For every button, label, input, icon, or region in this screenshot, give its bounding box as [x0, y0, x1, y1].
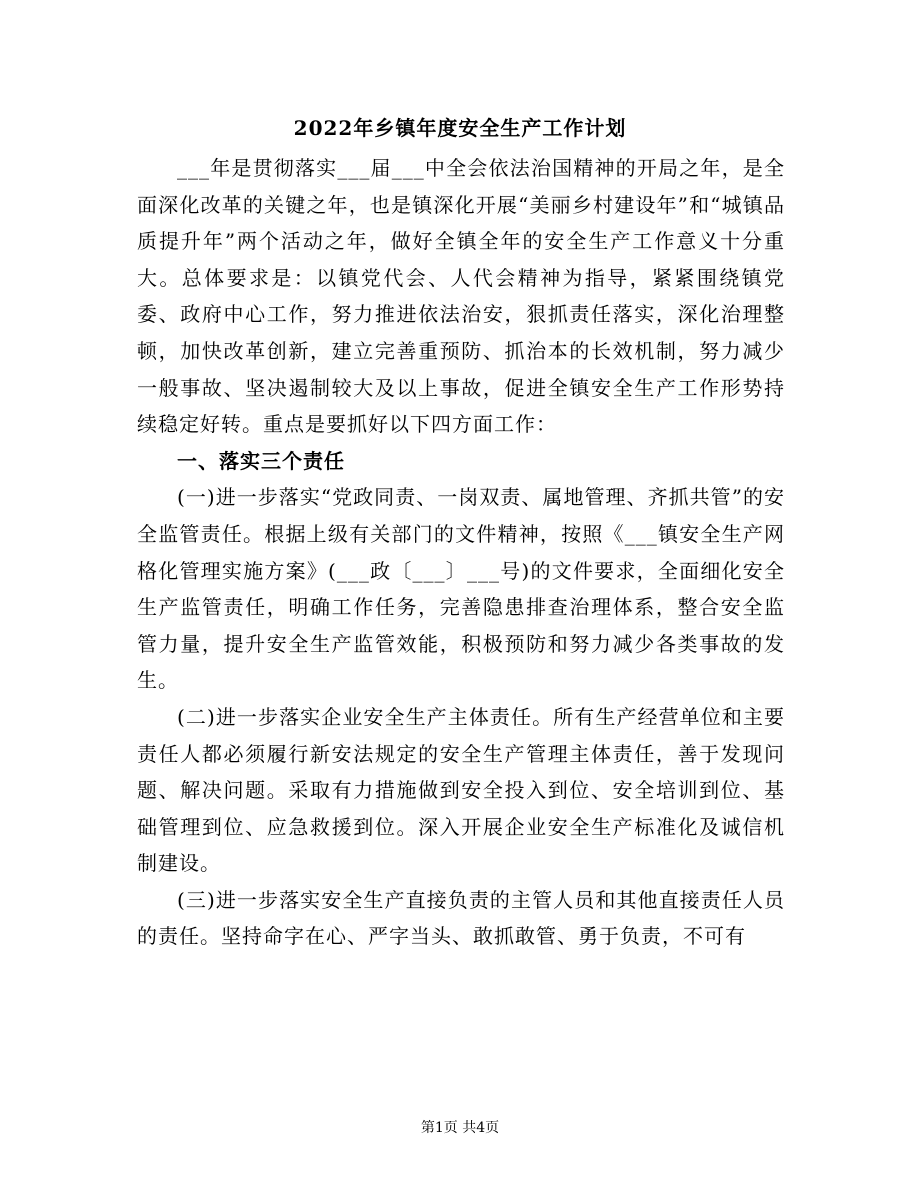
responsibility-paragraph-1: (一)进一步落实“党政同责、一岗双责、属地管理、齐抓共管”的安全监管责任。根据上级有关部门的文件精神，按照《___镇安全生产网格化管理实施方案》(___政〔___〕___号)的文件要求，全面细化安全生产监管责任，明确工作任务，完善隐患排查治理体系，整合安全监管力量，提升安全生产监管效能，积极预防和努力减少各类事故的发生。	[137, 485, 785, 693]
section-heading: 一、落实三个责任	[177, 448, 345, 473]
responsibility-paragraph-3: (三)进一步落实安全生产直接负责的主管人员和其他直接责任人员的责任。坚持命字在心、严字当头、敢抓敢管、勇于负责，不可有	[137, 887, 785, 949]
document-body	[137, 150, 785, 955]
document-title: 2022年乡镇年度安全生产工作计划	[293, 116, 627, 140]
page-number-footer: 第1页 共4页	[420, 1120, 500, 1136]
responsibility-paragraph-2: (二)进一步落实企业安全生产主体责任。所有生产经营单位和主要责任人都必须履行新安法规定的安全生产管理主体责任，善于发现问题、解决问题。采取有力措施做到安全投入到位、安全培训到位、基础管理到位、应急救援到位。深入开展企业安全生产标准化及诚信机制建设。	[137, 704, 785, 876]
intro-paragraph: ___年是贯彻落实___届___中全会依法治国精神的开局之年，是全面深化改革的关键之年，也是镇深化开展“美丽乡村建设年”和“城镇品质提升年”两个活动之年，做好全镇全年的安全生产工作意义十分重大。总体要求是：以镇党代会、人代会精神为指导，紧紧围绕镇党委、政府中心工作，努力推进依法治安，狠抓责任落实，深化治理整顿，加快改革创新，建立完善重预防、抓治本的长效机制，努力减少一般事故、坚决遏制较大及以上事故，促进全镇安全生产工作形势持续稳定好转。重点是要抓好以下四方面工作：	[137, 156, 785, 437]
